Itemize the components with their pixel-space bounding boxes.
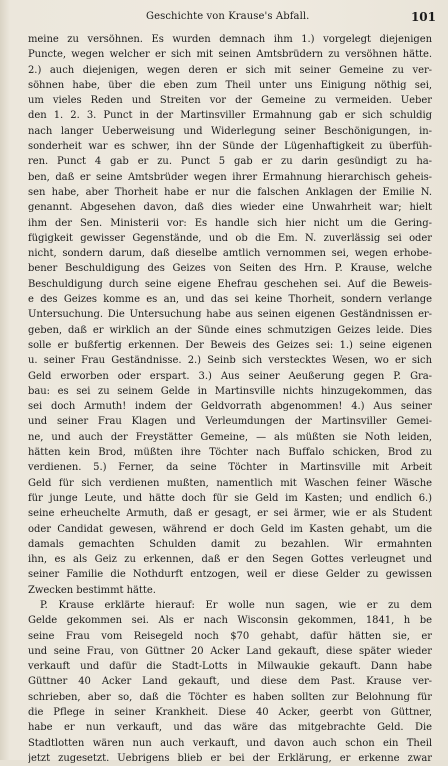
- text-line: habe er nun verkauft, und das wäre das mitgebrachte Geld. Die: [28, 722, 432, 734]
- text-line: nicht, sondern darum, daß dieselbe amtlich vernommen sei, wegen erhobe-: [28, 248, 432, 260]
- text-line: geben, daß er wirklich an der Sünde eines schmutzigen Geizes leide. Dies: [28, 324, 432, 336]
- text-line: sen habe, aber Thorheit habe er nur die falschen Anklagen der Emilie N.: [28, 186, 432, 198]
- text-line: um vieles Reden und Streiten vor der Gemeine zu vermeiden. Ueber: [28, 95, 432, 107]
- text-line: seine erheuchelte Armuth, daß er gesagt, er sei ärmer, wie er als Student: [28, 508, 432, 520]
- text-line: Puncte, wegen welcher er sich mit seinen Amtsbrüdern zu versöhnen hätte.: [28, 49, 432, 61]
- text-line: und seine Frau, von Güttner 20 Acker Land gekauft, diese später wieder: [28, 645, 432, 657]
- text-line: bau: es sei zu seinem Gelde in Martinsville nichts hinzugekommen, das: [28, 385, 432, 397]
- text-line: genannt. Abgesehen davon, daß dies wieder eine Unwahrheit war; hielt: [28, 202, 432, 214]
- text-line: und seiner Frau Klagen und Verleumdungen der Martinsviller Gemei-: [28, 416, 432, 428]
- page-header: [0, 8, 448, 30]
- text-line: verdienen. 5.) Ferner, da seine Töchter in Martinsville mit Arbeit: [28, 462, 432, 474]
- text-line: u. seiner Frau Geständnisse. 2.) Seinb sich verstecktes Wesen, wo er sich: [28, 355, 432, 367]
- text-line: bener Beschuldigung des Geizes von Seiten des Hrn. P. Krause, welche: [28, 263, 432, 275]
- text-line: oder Candidat gewesen, während er doch Geld im Kasten gehabt, um die: [28, 523, 432, 535]
- text-line: sonderheit war es schwer, ihn der Sünde der Lügenhaftigkeit zu überfüh-: [28, 141, 432, 153]
- text-line: Güttner 40 Acker Land gekauft, und diese dem Past. Krause ver-: [28, 676, 432, 688]
- text-line: meine zu versöhnen. Es wurden demnach ihm 1.) vorgelegt diejenigen: [28, 34, 432, 45]
- text-line: sei doch Armuth! indem der Geldvorrath abgenommen! 4.) Aus seiner: [28, 401, 432, 413]
- text-line: ne, und auch der Freystätter Gemeine, — als müßten sie Noth leiden,: [28, 431, 432, 443]
- text-line: ben, daß er seine Amtsbrüder wegen ihrer Ermahnung hierarchisch geheis-: [28, 171, 432, 183]
- text-line: Untersuchung. Die Untersuchung habe aus seinen eigenen Geständnissen er-: [28, 309, 432, 321]
- text-line: verkauft und dafür die Stadt-Lotts in Milwaukie gekauft. Dann habe: [28, 661, 432, 673]
- text-line: Stadtlotten wären nun auch verkauft, und davon auch schon ein Theil: [28, 737, 432, 749]
- text-line: schrieben, aber so, daß die Töchter es haben sollten zur Belohnung für: [28, 691, 432, 703]
- text-line: den 1. 2. 3. Punct in der Martinsviller Ermahnung gab er sich schuldig: [28, 110, 432, 122]
- text-line: Gelde gekommen sei. Als er nach Wisconsin gekommen, 1841, h be: [28, 615, 432, 627]
- text-line: 2.) auch diejenigen, wegen deren er sich mit seiner Gemeine zu ver-: [28, 64, 432, 76]
- body-text: [28, 32, 432, 766]
- text-line: hätten kein Brod, müßten ihre Töchter nach Buffalo schicken, Brod zu: [28, 447, 432, 459]
- text-line: die Pflege in seiner Krankheit. Diese 40 Acker, geerbt von Güttner,: [28, 707, 432, 719]
- text-line: P. Krause erklärte hierauf: Er wolle nun sagen, wie er zu dem: [40, 599, 432, 611]
- text-line: Zwecken bestimmt hätte.: [28, 584, 156, 596]
- text-line: söhnen habe, über die eben zum Theil unter uns Einigung nöthig sei,: [28, 79, 432, 91]
- text-line: Beschuldigung durch seine eigene Ehefrau geschehen sei. Auf die Beweis-: [28, 278, 432, 290]
- text-line: fügigkeit gewisser Gegenstände, und ob die Em. N. zuverlässig sei oder: [28, 232, 432, 244]
- text-line: seine Frau vom Reisegeld noch $70 gehabt, dafür hätten sie, er: [28, 630, 432, 642]
- text-line: solle er bußfertig erkennen. Der Beweis des Geizes sei: 1.) seine eigenen: [28, 339, 432, 351]
- text-line: jetzt zugesetzt. Uebrigens blieb er bei der Erklärung, er erkenne zwar: [28, 752, 432, 764]
- text-line: für junge Leute, und hätte doch für sie Geld im Kasten; und endlich 6.): [28, 492, 432, 504]
- text-line: nach langer Ueberweisung und Widerlegung seiner Beschönigungen, in-: [28, 125, 432, 137]
- text-line: Geld für sich verdienen mußten, namentlich mit Waschen feiner Wäsche: [28, 477, 432, 489]
- page-number: 101: [410, 10, 436, 24]
- text-line: ren. Punct 4 gab er zu. Punct 5 gab er zu darin gesündigt zu ha-: [28, 156, 432, 168]
- text-line: ihn, es als Geiz zu erkennen, daß er den Segen Gottes verleugnet und: [28, 554, 432, 566]
- text-line: seiner Familie die Nothdurft entzogen, weil er diese Gelder zu gewissen: [28, 569, 432, 581]
- running-title: Geschichte von Krause's Abfall.: [146, 11, 310, 22]
- text-line: e des Geizes komme es an, und das sei keine Thorheit, sondern verlange: [28, 294, 432, 306]
- text-line: damals gemachten Schulden damit zu bezahlen. Wir ermahnten: [28, 538, 432, 550]
- text-line: Geld erworben oder erspart. 3.) Aus seiner Aeußerung gegen P. Gra-: [28, 370, 432, 382]
- text-line: ihm der Sen. Ministerii vor: Es handle sich hier nicht um die Gering-: [28, 217, 432, 229]
